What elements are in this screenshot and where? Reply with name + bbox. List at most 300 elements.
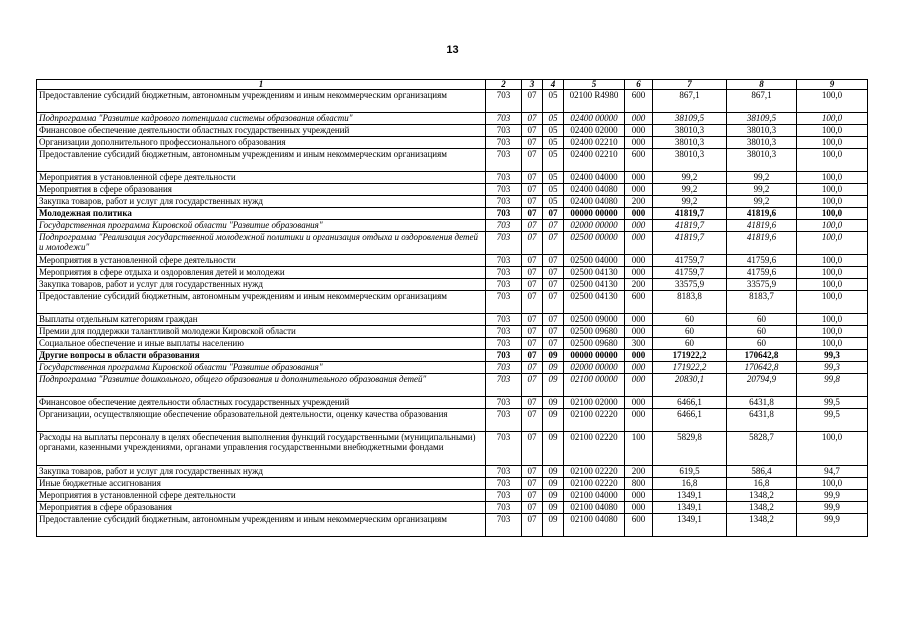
row-name: Социальное обеспечение и иные выплаты населению — [37, 338, 486, 350]
cell-subsection: 05 — [543, 184, 564, 196]
cell-target-article: 02100 04000 — [564, 490, 625, 502]
cell-actual-amount: 41819,6 — [727, 220, 797, 232]
cell-subsection: 09 — [543, 409, 564, 432]
cell-admin-code: 703 — [486, 255, 522, 267]
cell-subsection: 05 — [543, 137, 564, 149]
cell-subsection: 09 — [543, 432, 564, 466]
cell-actual-amount: 41819,6 — [727, 208, 797, 220]
table-row — [37, 267, 868, 279]
cell-target-article: 02100 02000 — [564, 397, 625, 409]
cell-percent: 100,0 — [797, 291, 868, 314]
cell-expense-type: 200 — [625, 196, 653, 208]
cell-percent: 100,0 — [797, 267, 868, 279]
row-name: Финансовое обеспечение деятельности областных государственных учреждений — [37, 125, 486, 137]
cell-actual-amount: 99,2 — [727, 196, 797, 208]
cell-percent: 100,0 — [797, 338, 868, 350]
cell-actual-amount: 1348,2 — [727, 502, 797, 514]
cell-subsection: 07 — [543, 314, 564, 326]
table-row — [37, 255, 868, 267]
cell-section: 07 — [522, 314, 543, 326]
cell-target-article: 00000 00000 — [564, 350, 625, 362]
cell-subsection: 09 — [543, 374, 564, 397]
header-cell: 5 — [564, 80, 625, 90]
cell-percent: 100,0 — [797, 326, 868, 338]
cell-percent: 99,9 — [797, 514, 868, 537]
cell-admin-code: 703 — [486, 478, 522, 490]
cell-planned-amount: 38010,3 — [653, 149, 727, 172]
cell-section: 07 — [522, 90, 543, 113]
cell-subsection: 07 — [543, 338, 564, 350]
cell-admin-code: 703 — [486, 184, 522, 196]
cell-expense-type: 600 — [625, 149, 653, 172]
row-name: Закупка товаров, работ и услуг для государственных нужд — [37, 279, 486, 291]
row-name: Мероприятия в сфере отдыха и оздоровления детей и молодежи — [37, 267, 486, 279]
cell-planned-amount: 60 — [653, 326, 727, 338]
cell-actual-amount: 99,2 — [727, 184, 797, 196]
table-row — [37, 113, 868, 125]
cell-admin-code: 703 — [486, 196, 522, 208]
cell-actual-amount: 170642,8 — [727, 362, 797, 374]
cell-target-article: 02400 04000 — [564, 172, 625, 184]
cell-section: 07 — [522, 255, 543, 267]
cell-admin-code: 703 — [486, 208, 522, 220]
cell-target-article: 02400 04080 — [564, 184, 625, 196]
table-row — [37, 478, 868, 490]
cell-planned-amount: 6466,1 — [653, 397, 727, 409]
cell-section: 07 — [522, 502, 543, 514]
row-name: Подпрограмма "Развитие дошкольного, общего образования и дополнительного образования детей" — [37, 374, 486, 397]
cell-admin-code: 703 — [486, 291, 522, 314]
cell-target-article: 02500 09000 — [564, 314, 625, 326]
cell-expense-type: 000 — [625, 184, 653, 196]
row-name: Другие вопросы в области образования — [37, 350, 486, 362]
cell-subsection: 09 — [543, 490, 564, 502]
cell-actual-amount: 170642,8 — [727, 350, 797, 362]
cell-section: 07 — [522, 490, 543, 502]
cell-expense-type: 200 — [625, 466, 653, 478]
row-name: Подпрограмма "Развитие кадрового потенциала системы образования области" — [37, 113, 486, 125]
cell-percent: 99,9 — [797, 502, 868, 514]
cell-section: 07 — [522, 397, 543, 409]
header-cell: 7 — [653, 80, 727, 90]
cell-section: 07 — [522, 432, 543, 466]
table-row — [37, 466, 868, 478]
row-name: Финансовое обеспечение деятельности областных государственных учреждений — [37, 397, 486, 409]
cell-planned-amount: 60 — [653, 314, 727, 326]
cell-admin-code: 703 — [486, 279, 522, 291]
cell-target-article: 02400 00000 — [564, 113, 625, 125]
cell-actual-amount: 60 — [727, 338, 797, 350]
cell-subsection: 07 — [543, 220, 564, 232]
cell-section: 07 — [522, 196, 543, 208]
cell-planned-amount: 41759,7 — [653, 255, 727, 267]
cell-admin-code: 703 — [486, 466, 522, 478]
cell-admin-code: 703 — [486, 125, 522, 137]
cell-admin-code: 703 — [486, 326, 522, 338]
header-cell: 2 — [486, 80, 522, 90]
table-row — [37, 137, 868, 149]
cell-target-article: 02400 04080 — [564, 196, 625, 208]
table-row — [37, 125, 868, 137]
cell-target-article: 02500 09680 — [564, 338, 625, 350]
row-name: Предоставление субсидий бюджетным, автономным учреждениям и иным некоммерческим организациям — [37, 291, 486, 314]
cell-actual-amount: 1348,2 — [727, 514, 797, 537]
cell-subsection: 05 — [543, 196, 564, 208]
cell-section: 07 — [522, 149, 543, 172]
cell-subsection: 09 — [543, 397, 564, 409]
cell-target-article: 02000 00000 — [564, 220, 625, 232]
cell-expense-type: 000 — [625, 326, 653, 338]
row-name: Государственная программа Кировской области "Развитие образования" — [37, 362, 486, 374]
cell-target-article: 02100 R4980 — [564, 90, 625, 113]
cell-planned-amount: 33575,9 — [653, 279, 727, 291]
cell-percent: 100,0 — [797, 137, 868, 149]
cell-actual-amount: 60 — [727, 314, 797, 326]
cell-actual-amount: 38109,5 — [727, 113, 797, 125]
cell-section: 07 — [522, 232, 543, 255]
row-name: Мероприятия в установленной сфере деятельности — [37, 172, 486, 184]
cell-expense-type: 000 — [625, 490, 653, 502]
row-name: Мероприятия в установленной сфере деятельности — [37, 490, 486, 502]
cell-section: 07 — [522, 279, 543, 291]
cell-planned-amount: 1349,1 — [653, 490, 727, 502]
cell-actual-amount: 41759,6 — [727, 267, 797, 279]
cell-subsection: 07 — [543, 208, 564, 220]
cell-percent: 100,0 — [797, 125, 868, 137]
row-name: Подпрограмма "Реализация государственной молодежной политики и организация отдыха и оздоровления детей и молодежи" — [37, 232, 486, 255]
cell-percent: 100,0 — [797, 232, 868, 255]
cell-planned-amount: 41819,7 — [653, 232, 727, 255]
cell-admin-code: 703 — [486, 490, 522, 502]
table-row — [37, 196, 868, 208]
cell-expense-type: 000 — [625, 362, 653, 374]
cell-subsection: 07 — [543, 279, 564, 291]
cell-actual-amount: 38010,3 — [727, 137, 797, 149]
row-name: Государственная программа Кировской области "Развитие образования" — [37, 220, 486, 232]
cell-target-article: 02100 00000 — [564, 374, 625, 397]
cell-section: 07 — [522, 291, 543, 314]
cell-percent: 100,0 — [797, 90, 868, 113]
cell-actual-amount: 1348,2 — [727, 490, 797, 502]
cell-subsection: 05 — [543, 113, 564, 125]
cell-planned-amount: 60 — [653, 338, 727, 350]
cell-admin-code: 703 — [486, 338, 522, 350]
cell-percent: 100,0 — [797, 314, 868, 326]
table-row — [37, 362, 868, 374]
cell-actual-amount: 867,1 — [727, 90, 797, 113]
row-name: Закупка товаров, работ и услуг для государственных нужд — [37, 466, 486, 478]
table-row — [37, 409, 868, 432]
cell-planned-amount: 5829,8 — [653, 432, 727, 466]
row-name: Предоставление субсидий бюджетным, автономным учреждениям и иным некоммерческим организациям — [37, 149, 486, 172]
cell-percent: 100,0 — [797, 255, 868, 267]
cell-actual-amount: 41819,6 — [727, 232, 797, 255]
cell-expense-type: 000 — [625, 255, 653, 267]
cell-expense-type: 200 — [625, 279, 653, 291]
header-cell: 6 — [625, 80, 653, 90]
cell-target-article: 02100 04080 — [564, 514, 625, 537]
cell-expense-type: 000 — [625, 314, 653, 326]
cell-expense-type: 000 — [625, 137, 653, 149]
row-name: Мероприятия в установленной сфере деятельности — [37, 255, 486, 267]
cell-planned-amount: 38010,3 — [653, 137, 727, 149]
cell-planned-amount: 171922,2 — [653, 350, 727, 362]
row-name: Предоставление субсидий бюджетным, автономным учреждениям и иным некоммерческим организациям — [37, 90, 486, 113]
cell-percent: 99,3 — [797, 362, 868, 374]
cell-section: 07 — [522, 326, 543, 338]
cell-target-article: 02500 04000 — [564, 255, 625, 267]
cell-section: 07 — [522, 478, 543, 490]
cell-percent: 100,0 — [797, 208, 868, 220]
cell-actual-amount: 33575,9 — [727, 279, 797, 291]
cell-actual-amount: 99,2 — [727, 172, 797, 184]
cell-subsection: 07 — [543, 255, 564, 267]
cell-planned-amount: 99,2 — [653, 172, 727, 184]
cell-admin-code: 703 — [486, 90, 522, 113]
cell-target-article: 02100 02220 — [564, 478, 625, 490]
cell-planned-amount: 6466,1 — [653, 409, 727, 432]
cell-section: 07 — [522, 466, 543, 478]
table-row — [37, 326, 868, 338]
cell-section: 07 — [522, 113, 543, 125]
cell-expense-type: 000 — [625, 502, 653, 514]
table-row — [37, 220, 868, 232]
budget-table — [36, 79, 868, 537]
cell-expense-type: 000 — [625, 125, 653, 137]
cell-subsection: 09 — [543, 502, 564, 514]
table-row — [37, 502, 868, 514]
cell-percent: 99,5 — [797, 409, 868, 432]
cell-planned-amount: 867,1 — [653, 90, 727, 113]
cell-expense-type: 000 — [625, 397, 653, 409]
cell-expense-type: 300 — [625, 338, 653, 350]
table-row — [37, 172, 868, 184]
cell-planned-amount: 99,2 — [653, 196, 727, 208]
cell-percent: 100,0 — [797, 478, 868, 490]
cell-actual-amount: 38010,3 — [727, 125, 797, 137]
cell-admin-code: 703 — [486, 267, 522, 279]
cell-actual-amount: 586,4 — [727, 466, 797, 478]
cell-subsection: 07 — [543, 326, 564, 338]
row-name: Мероприятия в сфере образования — [37, 502, 486, 514]
cell-subsection: 05 — [543, 149, 564, 172]
cell-section: 07 — [522, 137, 543, 149]
cell-percent: 99,9 — [797, 490, 868, 502]
cell-expense-type: 000 — [625, 113, 653, 125]
cell-percent: 100,0 — [797, 184, 868, 196]
cell-target-article: 02400 02210 — [564, 137, 625, 149]
cell-percent: 100,0 — [797, 196, 868, 208]
cell-section: 07 — [522, 184, 543, 196]
table-row — [37, 514, 868, 537]
cell-target-article: 02000 00000 — [564, 362, 625, 374]
cell-target-article: 02100 02220 — [564, 432, 625, 466]
cell-expense-type: 800 — [625, 478, 653, 490]
table-row — [37, 397, 868, 409]
row-name: Закупка товаров, работ и услуг для государственных нужд — [37, 196, 486, 208]
cell-subsection: 07 — [543, 291, 564, 314]
cell-subsection: 05 — [543, 172, 564, 184]
cell-planned-amount: 8183,8 — [653, 291, 727, 314]
row-name: Молодежная политика — [37, 208, 486, 220]
row-name: Мероприятия в сфере образования — [37, 184, 486, 196]
cell-target-article: 02500 09680 — [564, 326, 625, 338]
header-cell: 3 — [522, 80, 543, 90]
header-cell: 8 — [727, 80, 797, 90]
table-row — [37, 432, 868, 466]
cell-subsection: 07 — [543, 267, 564, 279]
cell-actual-amount: 41759,6 — [727, 255, 797, 267]
cell-subsection: 07 — [543, 232, 564, 255]
cell-admin-code: 703 — [486, 172, 522, 184]
cell-admin-code: 703 — [486, 514, 522, 537]
cell-percent: 100,0 — [797, 113, 868, 125]
cell-section: 07 — [522, 362, 543, 374]
table-row — [37, 338, 868, 350]
row-name: Выплаты отдельным категориям граждан — [37, 314, 486, 326]
table-row — [37, 184, 868, 196]
cell-subsection: 09 — [543, 466, 564, 478]
cell-subsection: 09 — [543, 362, 564, 374]
cell-admin-code: 703 — [486, 113, 522, 125]
cell-percent: 100,0 — [797, 172, 868, 184]
row-name: Организации дополнительного профессионального образования — [37, 137, 486, 149]
cell-planned-amount: 41819,7 — [653, 220, 727, 232]
cell-target-article: 02500 04130 — [564, 279, 625, 291]
table-row — [37, 374, 868, 397]
cell-percent: 99,3 — [797, 350, 868, 362]
cell-actual-amount: 6431,8 — [727, 397, 797, 409]
cell-planned-amount: 99,2 — [653, 184, 727, 196]
cell-target-article: 02500 00000 — [564, 232, 625, 255]
cell-expense-type: 000 — [625, 267, 653, 279]
table-row — [37, 314, 868, 326]
cell-section: 07 — [522, 374, 543, 397]
cell-planned-amount: 171922,2 — [653, 362, 727, 374]
cell-admin-code: 703 — [486, 374, 522, 397]
cell-target-article: 02500 04130 — [564, 267, 625, 279]
cell-target-article: 02400 02000 — [564, 125, 625, 137]
cell-expense-type: 100 — [625, 432, 653, 466]
cell-planned-amount: 1349,1 — [653, 502, 727, 514]
cell-percent: 99,8 — [797, 374, 868, 397]
table-row — [37, 291, 868, 314]
cell-admin-code: 703 — [486, 137, 522, 149]
cell-actual-amount: 16,8 — [727, 478, 797, 490]
cell-planned-amount: 38109,5 — [653, 113, 727, 125]
table-header-row — [37, 80, 868, 90]
cell-percent: 100,0 — [797, 279, 868, 291]
row-name: Организации, осуществляющие обеспечение образовательной деятельности, оценку качества образования — [37, 409, 486, 432]
cell-section: 07 — [522, 338, 543, 350]
row-name: Предоставление субсидий бюджетным, автономным учреждениям и иным некоммерческим организациям — [37, 514, 486, 537]
cell-target-article: 02100 02220 — [564, 466, 625, 478]
cell-actual-amount: 6431,8 — [727, 409, 797, 432]
cell-planned-amount: 41819,7 — [653, 208, 727, 220]
cell-actual-amount: 20794,9 — [727, 374, 797, 397]
cell-target-article: 02100 02220 — [564, 409, 625, 432]
cell-admin-code: 703 — [486, 409, 522, 432]
cell-planned-amount: 619,5 — [653, 466, 727, 478]
cell-subsection: 09 — [543, 350, 564, 362]
cell-planned-amount: 20830,1 — [653, 374, 727, 397]
row-name: Премии для поддержки талантливой молодежи Кировской области — [37, 326, 486, 338]
cell-expense-type: 000 — [625, 208, 653, 220]
cell-actual-amount: 8183,7 — [727, 291, 797, 314]
cell-section: 07 — [522, 220, 543, 232]
cell-section: 07 — [522, 208, 543, 220]
cell-admin-code: 703 — [486, 397, 522, 409]
cell-section: 07 — [522, 350, 543, 362]
cell-actual-amount: 5828,7 — [727, 432, 797, 466]
cell-expense-type: 600 — [625, 90, 653, 113]
cell-subsection: 05 — [543, 90, 564, 113]
cell-section: 07 — [522, 172, 543, 184]
cell-section: 07 — [522, 409, 543, 432]
cell-admin-code: 703 — [486, 232, 522, 255]
cell-admin-code: 703 — [486, 220, 522, 232]
cell-admin-code: 703 — [486, 362, 522, 374]
table-row — [37, 279, 868, 291]
cell-admin-code: 703 — [486, 149, 522, 172]
cell-target-article: 02500 04130 — [564, 291, 625, 314]
cell-expense-type: 000 — [625, 220, 653, 232]
cell-admin-code: 703 — [486, 502, 522, 514]
table-row — [37, 232, 868, 255]
cell-actual-amount: 60 — [727, 326, 797, 338]
cell-percent: 94,7 — [797, 466, 868, 478]
cell-percent: 100,0 — [797, 220, 868, 232]
header-cell: 1 — [37, 80, 486, 90]
cell-subsection: 09 — [543, 514, 564, 537]
cell-subsection: 05 — [543, 125, 564, 137]
cell-target-article: 02400 02210 — [564, 149, 625, 172]
cell-expense-type: 000 — [625, 232, 653, 255]
table-row — [37, 490, 868, 502]
table-row — [37, 90, 868, 113]
row-name: Иные бюджетные ассигнования — [37, 478, 486, 490]
page-number: 13 — [446, 44, 459, 56]
cell-expense-type: 600 — [625, 514, 653, 537]
cell-expense-type: 000 — [625, 350, 653, 362]
cell-expense-type: 000 — [625, 374, 653, 397]
table-row — [37, 350, 868, 362]
cell-percent: 100,0 — [797, 149, 868, 172]
cell-section: 07 — [522, 267, 543, 279]
cell-section: 07 — [522, 125, 543, 137]
cell-target-article: 02100 04080 — [564, 502, 625, 514]
cell-planned-amount: 38010,3 — [653, 125, 727, 137]
cell-actual-amount: 38010,3 — [727, 149, 797, 172]
cell-planned-amount: 41759,7 — [653, 267, 727, 279]
cell-admin-code: 703 — [486, 432, 522, 466]
header-cell: 9 — [797, 80, 868, 90]
cell-section: 07 — [522, 514, 543, 537]
row-name: Расходы на выплаты персоналу в целях обеспечения выполнения функций государственными (муниципальными) органами, казенными учреждениями, органами управления государственными внебюджетными фондами — [37, 432, 486, 466]
table-row — [37, 208, 868, 220]
cell-target-article: 00000 00000 — [564, 208, 625, 220]
cell-planned-amount: 16,8 — [653, 478, 727, 490]
cell-percent: 100,0 — [797, 432, 868, 466]
cell-expense-type: 000 — [625, 172, 653, 184]
table-row — [37, 149, 868, 172]
cell-planned-amount: 1349,1 — [653, 514, 727, 537]
cell-subsection: 09 — [543, 478, 564, 490]
cell-percent: 99,5 — [797, 397, 868, 409]
cell-admin-code: 703 — [486, 350, 522, 362]
cell-expense-type: 000 — [625, 409, 653, 432]
header-cell: 4 — [543, 80, 564, 90]
